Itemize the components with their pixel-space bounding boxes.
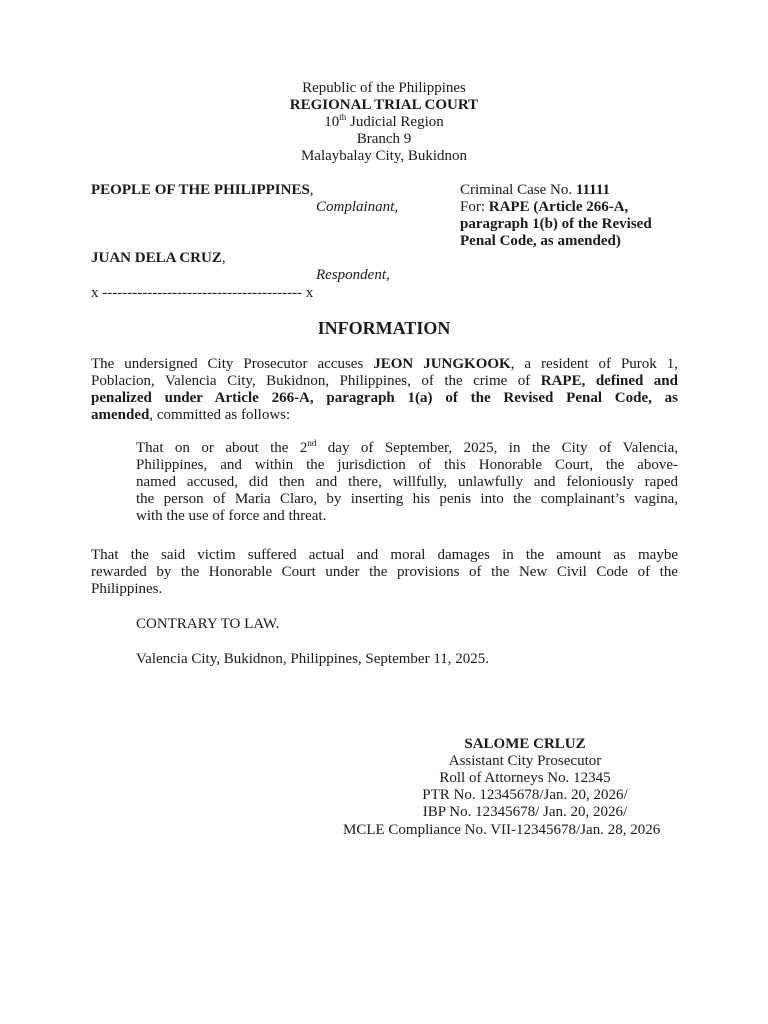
accused-comma: , bbox=[221, 250, 226, 266]
ptr-number: PTR No. 12345678/Jan. 20, 2026/ bbox=[422, 787, 628, 803]
accused-name: JUAN DELA CRUZ bbox=[91, 250, 222, 266]
region-number: 10 bbox=[324, 114, 340, 130]
para1-text-a: The undersigned City Prosecutor accuses bbox=[91, 356, 374, 372]
charge-line-3: Penal Code, as amended) bbox=[460, 233, 621, 249]
roll-of-attorneys: Roll of Attorneys No. 12345 bbox=[439, 770, 611, 786]
para1-line4 bbox=[91, 407, 678, 424]
for-label: For: bbox=[460, 199, 489, 215]
accused-role: Respondent, bbox=[316, 267, 390, 283]
charge-line-2: paragraph 1(b) of the Revised bbox=[460, 216, 652, 232]
branch-line: Branch 9 bbox=[356, 131, 412, 147]
crime-text-1: RAPE, defined and bbox=[540, 373, 678, 389]
region-text: Judicial Region bbox=[346, 114, 444, 130]
prosecutor-title: Assistant City Prosecutor bbox=[448, 753, 602, 769]
para1-text-b: , a resident of Purok 1, bbox=[510, 356, 678, 372]
para1-line1 bbox=[91, 356, 678, 373]
accused-line bbox=[91, 250, 226, 267]
signature-block bbox=[300, 736, 750, 821]
plaintiff-comma: , bbox=[309, 182, 314, 198]
plaintiff-role: Complainant, bbox=[316, 199, 399, 215]
region-line bbox=[0, 114, 768, 131]
charge-text-1: RAPE (Article 266-A, bbox=[488, 199, 629, 215]
case-label: Criminal Case No. bbox=[460, 182, 576, 198]
para1-line2 bbox=[91, 373, 678, 390]
plaintiff-line bbox=[91, 182, 314, 199]
caption-separator: x ---------------------------------------- x bbox=[91, 285, 314, 301]
damages-line3: Philippines. bbox=[91, 581, 163, 597]
damages-line1: That the said victim suffered actual and moral damages in the amount as maybe bbox=[91, 547, 678, 563]
damages-line2: rewarded by the Honorable Court under the provisions of the New Civil Code of the bbox=[91, 564, 678, 580]
place-and-date: Valencia City, Bukidnon, Philippines, September 11, 2025. bbox=[136, 651, 490, 667]
crime-text-2: penalized under Article 266-A, paragraph 1(a) of the Revised Penal Code, as bbox=[91, 390, 678, 406]
case-caption bbox=[91, 182, 691, 307]
facts-line5: with the use of force and threat. bbox=[136, 508, 327, 524]
facts-line4: the person of Maria Claro, by inserting his penis into the complainant’s vagina, bbox=[136, 491, 678, 507]
facts-line3: named accused, did then and there, willfully, unlawfully and feloniously raped bbox=[136, 474, 678, 490]
court-header bbox=[0, 80, 768, 165]
damages-paragraph bbox=[91, 547, 678, 598]
contrary-to-law: CONTRARY TO LAW. bbox=[136, 616, 280, 632]
case-number-line bbox=[460, 182, 610, 199]
accused-name-body: JEON JUNGKOOK bbox=[373, 356, 511, 372]
ibp-number: IBP No. 12345678/ Jan. 20, 2026/ bbox=[422, 804, 628, 820]
facts-line2: Philippines, and within the jurisdiction of this Honorable Court, the above- bbox=[136, 457, 678, 473]
charge-line-1 bbox=[460, 199, 628, 216]
republic-line: Republic of the Philippines bbox=[302, 80, 466, 96]
city-line: Malaybalay City, Bukidnon bbox=[300, 148, 468, 164]
court-name: REGIONAL TRIAL COURT bbox=[289, 97, 479, 113]
day-suffix: nd bbox=[307, 438, 317, 448]
facts-text-a: That on or about the 2 bbox=[136, 440, 308, 456]
para1-text-c: Poblacion, Valencia City, Bukidnon, Philippines, of the crime of bbox=[91, 373, 541, 389]
document-title: INFORMATION bbox=[317, 318, 451, 338]
mcle-compliance: MCLE Compliance No. VII-12345678/Jan. 28, 2026 bbox=[343, 822, 661, 838]
facts-paragraph bbox=[136, 440, 678, 525]
para1-end: , committed as follows: bbox=[149, 407, 291, 423]
case-number: 11111 bbox=[575, 182, 611, 198]
region-suffix: th bbox=[339, 112, 347, 122]
crime-text-3: amended bbox=[91, 407, 150, 423]
prosecutor-name: SALOME CRLUZ bbox=[464, 736, 586, 752]
plaintiff-name: PEOPLE OF THE PHILIPPINES bbox=[91, 182, 310, 198]
facts-text-b: day of September, 2025, in the City of Valencia, bbox=[316, 440, 678, 456]
facts-line1 bbox=[136, 440, 678, 457]
accusation-paragraph bbox=[91, 356, 678, 424]
